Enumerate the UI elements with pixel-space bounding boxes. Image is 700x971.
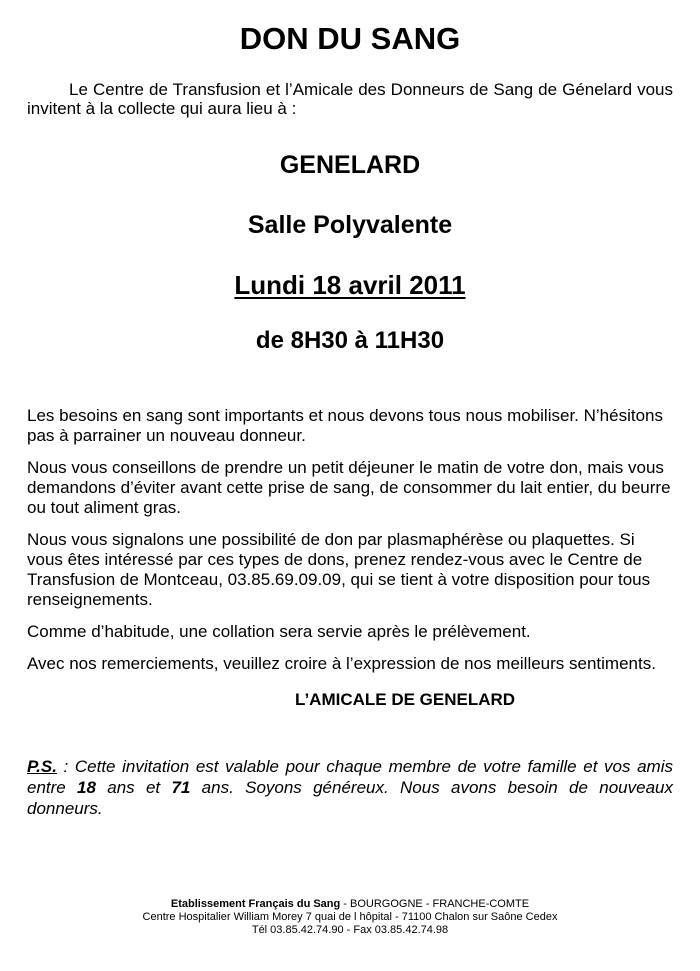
date-heading [27,270,673,300]
footer-region: - BOURGOGNE - FRANCHE-COMTE [340,898,530,910]
footer-org: Etablissement Français du Sang [170,898,341,910]
postscript [27,756,673,819]
ps-text-2: ans et [95,778,172,797]
body-text [27,406,673,674]
ps-age-max: 71 [171,778,191,797]
signature: L’AMICALE DE GENELARD [295,690,516,709]
paragraph-plasma: Nous vous signalons une possibilité de don par plasmaphérèse ou plaquettes. Si vous êtes intéressé par ces types de dons, prenez rendez-vous avec le Centre de Transfusion de Montceau, 03.85.69.09.09, qui se tient à votre disposition pour tous renseignements. [27,530,651,609]
footer-contact: Tél 03.85.42.74.90 - Fax 03.85.42.74.98 [251,924,449,936]
time-heading: de 8H30 à 11H30 [255,327,445,354]
date-text: Lundi 18 avril 2011 [234,270,466,300]
paragraph-breakfast: Nous vous conseillons de prendre un petit déjeuner le matin de votre don, mais vous demandons d’éviter avant cette prise de sang, de consommer du lait entier, du beurre ou tout aliment gras. [27,458,671,517]
footer [0,898,700,937]
footer-line-1 [0,898,700,911]
paragraph-collation: Comme d’habitude, une collation sera servie après le prélèvement. [27,622,531,641]
ps-label: P.S. [27,757,57,776]
paragraph-needs: Les besoins en sang sont importants et nous devons tous nous mobiliser. N’hésitons pas à parrainer un nouveau donneur. [27,406,663,445]
ps-text-3: ans. Soyons généreux. Nous avons besoin de nouveaux donneurs. [27,778,673,818]
footer-address: Centre Hospitalier William Morey 7 quai de l hôpital - 71100 Chalon sur Saône Cedex [142,911,558,923]
document-title: DON DU SANG [239,21,461,56]
ps-text-1: : Cette invitation est valable pour chaque membre de votre famille et vos amis entre [27,757,673,797]
paragraph-thanks: Avec nos remerciements, veuillez croire à l’expression de nos meilleurs sentiments. [27,654,656,673]
venue-heading: Salle Polyvalente [247,211,453,239]
intro-paragraph: Le Centre de Transfusion et l’Amicale des Donneurs de Sang de Génelard vous invitent à la collecte qui aura lieu à : [27,80,673,118]
ps-age-min: 18 [77,778,96,797]
town-heading: GENELARD [279,151,421,179]
